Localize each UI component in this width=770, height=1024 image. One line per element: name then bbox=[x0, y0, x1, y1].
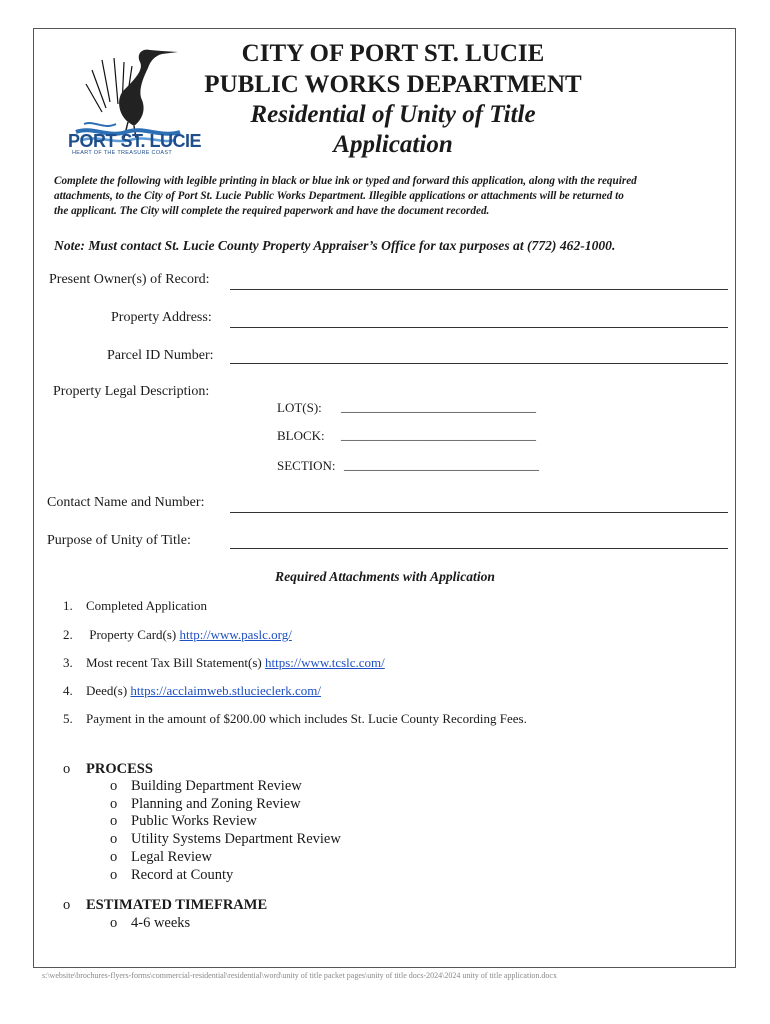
attachment-num: 4. bbox=[63, 683, 73, 698]
bullet-icon: o bbox=[110, 831, 118, 847]
instructions-line: attachments, to the City of Port St. Lucie Public Works Department. Illegible applications or attachments will be returned to bbox=[54, 190, 624, 202]
attachment-num: 1. bbox=[63, 598, 73, 613]
process-step: Building Department Review bbox=[131, 778, 302, 794]
bullet-icon: o bbox=[110, 849, 118, 865]
bullet-icon: o bbox=[110, 915, 118, 931]
attachment-item-property-card bbox=[86, 627, 292, 643]
tcslc-link[interactable]: https://www.tcslc.com/ bbox=[265, 655, 385, 670]
address-field[interactable] bbox=[230, 327, 728, 328]
contact-label: Contact Name and Number: bbox=[47, 495, 205, 510]
attachment-text: Completed Application bbox=[86, 598, 207, 613]
owner-field[interactable] bbox=[230, 289, 728, 290]
process-step: Public Works Review bbox=[131, 813, 257, 829]
attachment-item-tax-bill bbox=[86, 655, 385, 671]
instructions-line: Complete the following with legible printing in black or blue ink or typed and forward this application, along with the required bbox=[54, 175, 637, 187]
logo-wordmark: PORT ST. LUCIE bbox=[68, 131, 202, 151]
bullet-icon: o bbox=[110, 867, 118, 883]
instructions-line: the applicant. The City will complete the required paperwork and have the document recorded. bbox=[54, 205, 490, 217]
parcel-label: Parcel ID Number: bbox=[107, 348, 214, 363]
attachment-num: 5. bbox=[63, 711, 73, 726]
block-field[interactable]: ______________________________ bbox=[341, 427, 536, 442]
purpose-field[interactable] bbox=[230, 548, 728, 549]
process-heading: PROCESS bbox=[86, 761, 153, 777]
title-department: PUBLIC WORKS DEPARTMENT bbox=[204, 71, 582, 98]
bullet-icon: o bbox=[63, 761, 71, 777]
attachment-num: 3. bbox=[63, 655, 73, 670]
timeframe-value: 4-6 weeks bbox=[131, 915, 191, 931]
clerk-link[interactable]: https://acclaimweb.stlucieclerk.com/ bbox=[130, 683, 322, 698]
bullet-icon: o bbox=[110, 813, 118, 829]
purpose-label: Purpose of Unity of Title: bbox=[47, 533, 191, 548]
legal-label: Property Legal Description: bbox=[53, 384, 210, 399]
timeframe-heading: ESTIMATED TIMEFRAME bbox=[86, 897, 268, 913]
address-label: Property Address: bbox=[111, 310, 212, 325]
parcel-field[interactable] bbox=[230, 363, 728, 364]
file-path-footer: s:\website\brochures-flyers-forms\commercial-residential\residential\word\unity of title packet pages\unity of title docs-2024\2024 unity of title application.docx bbox=[42, 971, 557, 980]
instructions bbox=[54, 174, 722, 219]
lots-label: LOT(S): bbox=[277, 400, 322, 415]
logo-tagline: HEART OF THE TREASURE COAST bbox=[72, 150, 172, 156]
attachment-item-application bbox=[86, 598, 207, 614]
note-appraiser: Note: Must contact St. Lucie County Property Appraiser’s Office for tax purposes at (772) 462-1000. bbox=[54, 238, 616, 253]
lots-field[interactable]: ______________________________ bbox=[341, 399, 536, 414]
attachment-text: Property Card(s) bbox=[86, 627, 180, 642]
attachment-item-deed bbox=[86, 683, 321, 699]
block-label: BLOCK: bbox=[277, 428, 325, 443]
title-city: CITY OF PORT ST. LUCIE bbox=[241, 40, 545, 67]
process-step: Utility Systems Department Review bbox=[131, 831, 341, 847]
process-step: Planning and Zoning Review bbox=[131, 796, 301, 812]
attachment-text: Deed(s) bbox=[86, 683, 131, 698]
contact-field[interactable] bbox=[230, 512, 728, 513]
subtitle-application: Application bbox=[333, 131, 453, 158]
attachment-text: Most recent Tax Bill Statement(s) bbox=[86, 655, 266, 670]
bullet-icon: o bbox=[63, 897, 71, 913]
process-step: Legal Review bbox=[131, 849, 212, 865]
section-field[interactable]: ______________________________ bbox=[344, 457, 539, 472]
attachments-heading: Required Attachments with Application bbox=[275, 569, 495, 584]
attachment-num: 2. bbox=[63, 627, 73, 642]
process-step: Record at County bbox=[131, 867, 234, 883]
section-label: SECTION: bbox=[277, 458, 336, 473]
subtitle-form: Residential of Unity of Title bbox=[250, 101, 536, 128]
bullet-icon: o bbox=[110, 778, 118, 794]
paslc-link[interactable]: http://www.paslc.org/ bbox=[179, 627, 292, 642]
attachment-text: Payment in the amount of $200.00 which includes St. Lucie County Recording Fees. bbox=[86, 711, 527, 726]
attachment-item-payment bbox=[86, 711, 527, 727]
owner-label: Present Owner(s) of Record: bbox=[49, 272, 210, 287]
bullet-icon: o bbox=[110, 796, 118, 812]
